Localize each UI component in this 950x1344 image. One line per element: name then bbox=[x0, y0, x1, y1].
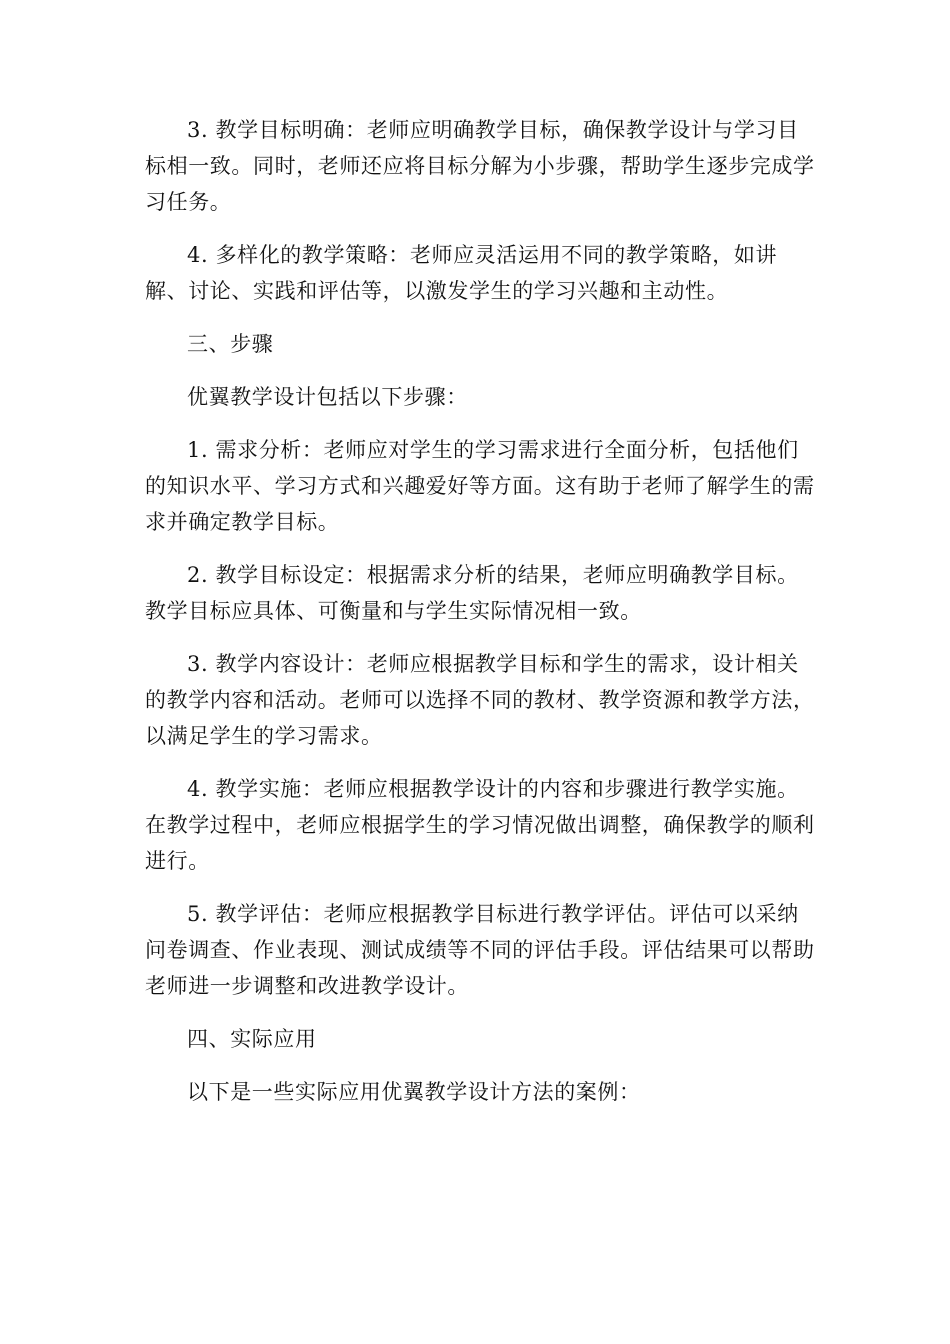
paragraph-diverse-strategies: 4. 多样化的教学策略：老师应灵活运用不同的教学策略，如讲解、讨论、实践和评估等，以激发学生的学习兴趣和主动性。 bbox=[145, 243, 778, 303]
paragraph-needs-analysis: 1. 需求分析：老师应对学生的学习需求进行全面分析，包括他们的知识水平、学习方式和兴趣爱好等方面。这有助于老师了解学生的需求并确定教学目标。 bbox=[145, 438, 815, 534]
paragraph-content-design: 3. 教学内容设计：老师应根据教学目标和学生的需求，设计相关的教学内容和活动。老师可以选择不同的教材、教学资源和教学方法，以满足学生的学习需求。 bbox=[145, 652, 815, 748]
section-heading-application: 四、实际应用 bbox=[187, 1027, 317, 1051]
document-body bbox=[145, 112, 820, 1110]
paragraph-goal-clarity: 3. 教学目标明确：老师应明确教学目标，确保教学设计与学习目标相一致。同时，老师还应将目标分解为小步骤，帮助学生逐步完成学习任务。 bbox=[145, 118, 815, 214]
section-heading-steps: 三、步骤 bbox=[187, 332, 274, 356]
paragraph-goal-setting: 2. 教学目标设定：根据需求分析的结果，老师应明确教学目标。教学目标应具体、可衡量和与学生实际情况相一致。 bbox=[145, 563, 799, 623]
paragraph-implementation: 4. 教学实施：老师应根据教学设计的内容和步骤进行教学实施。在教学过程中，老师应根据学生的学习情况做出调整，确保教学的顺利进行。 bbox=[145, 777, 815, 873]
paragraph-steps-intro: 优翼教学设计包括以下步骤： bbox=[187, 385, 468, 409]
paragraph-evaluation: 5. 教学评估：老师应根据教学目标进行教学评估。评估可以采纳问卷调查、作业表现、测试成绩等不同的评估手段。评估结果可以帮助老师进一步调整和改进教学设计。 bbox=[145, 902, 815, 998]
paragraph-application-intro: 以下是一些实际应用优翼教学设计方法的案例： bbox=[187, 1080, 641, 1104]
